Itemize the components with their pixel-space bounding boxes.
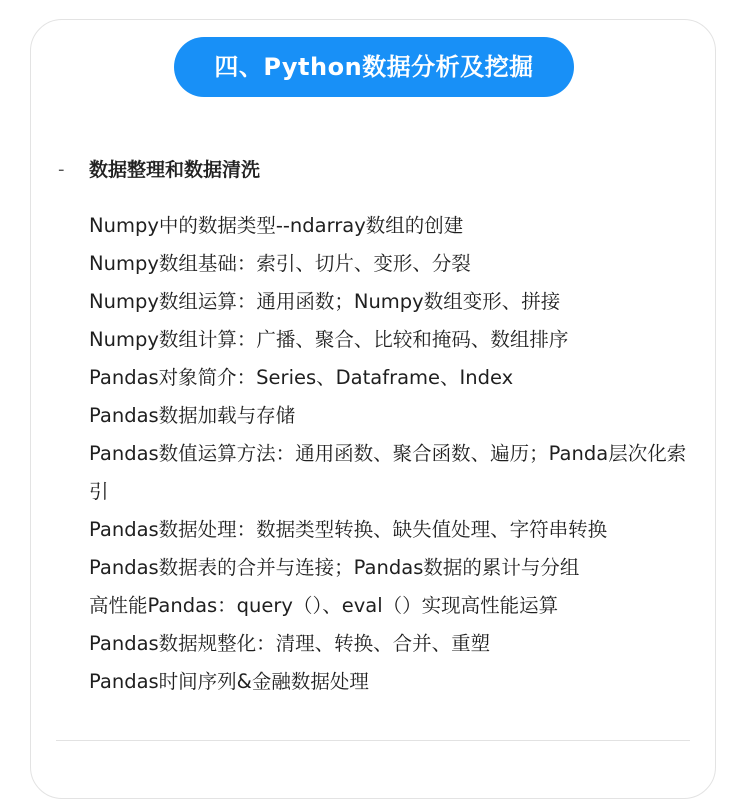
list-item: Pandas数据处理：数据类型转换、缺失值处理、字符串转换 <box>89 518 608 541</box>
list-item: Numpy中的数据类型--ndarray数组的创建 <box>89 214 464 237</box>
list-item: Pandas数据加载与存储 <box>89 404 296 427</box>
list-item: Pandas数据规整化：清理、转换、合并、重塑 <box>89 632 491 655</box>
section-heading: 数据整理和数据清洗 <box>89 159 261 181</box>
list-item: Pandas对象简介：Series、Dataframe、Index <box>89 366 514 389</box>
list-item: Pandas数据表的合并与连接；Pandas数据的累计与分组 <box>89 556 580 579</box>
list-item: Numpy数组计算：广播、聚合、比较和掩码、数组排序 <box>89 328 569 351</box>
topic-list <box>89 207 701 701</box>
divider <box>56 740 690 741</box>
bullet-dash: - <box>58 159 65 180</box>
list-item: Pandas数值运算方法：通用函数、聚合函数、遍历；Panda层次化索引 <box>89 442 687 503</box>
list-item: Numpy数组运算：通用函数；Numpy数组变形、拼接 <box>89 290 561 313</box>
list-item: Pandas时间序列&金融数据处理 <box>89 670 369 693</box>
section-title-banner: 四、Python数据分析及挖掘 <box>174 37 574 97</box>
list-item: 高性能Pandas：query（）、eval（）实现高性能运算 <box>89 594 559 617</box>
list-item: Numpy数组基础：索引、切片、变形、分裂 <box>89 252 471 275</box>
